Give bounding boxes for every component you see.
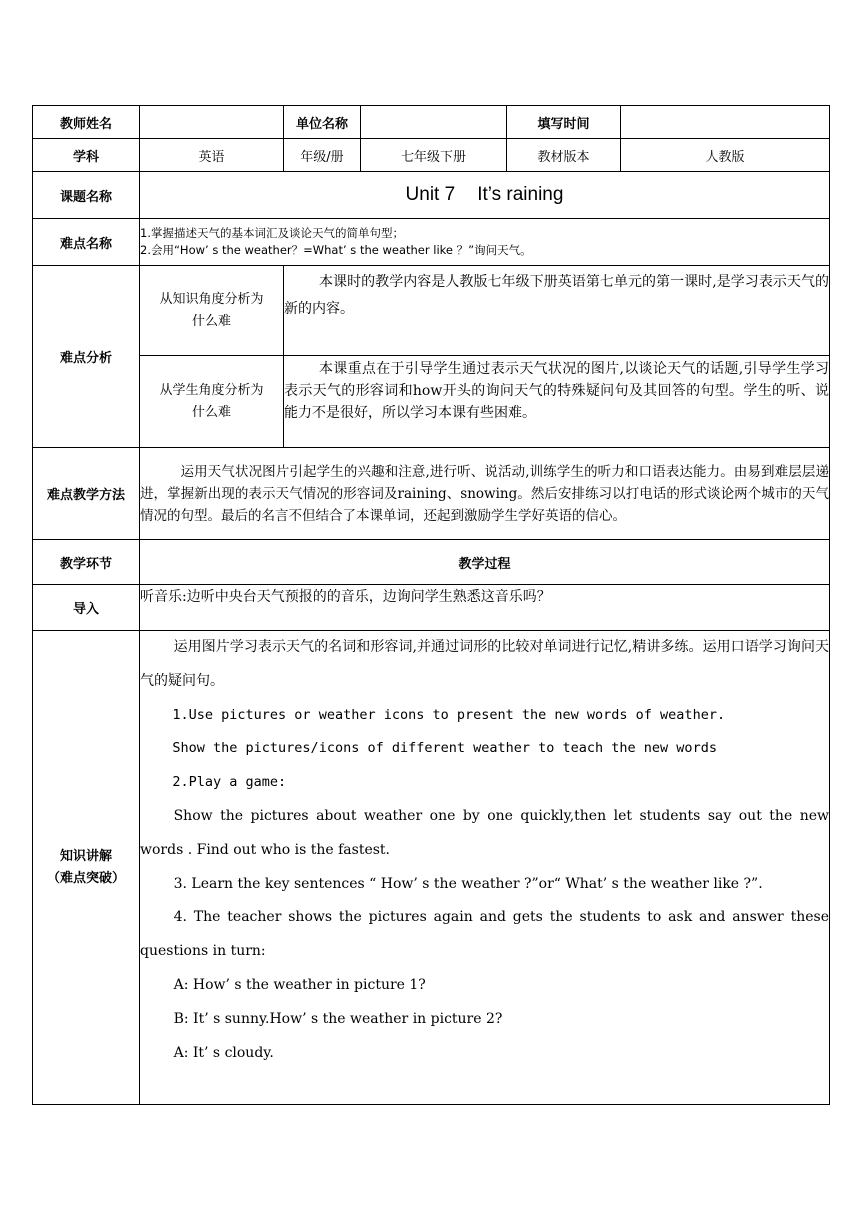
knowledge-angle-label-line-1: 从知识角度分析为 [159, 291, 264, 307]
student-angle-label [140, 356, 284, 448]
analysis-student-row [33, 356, 830, 448]
knowledge-angle-text: 本课时的教学内容是人教版七年级下册英语第七单元的第一课时,是学习表示天气的新的内容。 [284, 266, 830, 356]
knowledge-paragraph-7: 4. The teacher shows the pictures again and gets the students to ask and answer these questions in turn: [140, 909, 829, 960]
knowledge-paragraph-4: 2.Play a game: [172, 774, 287, 791]
knowledge-content [140, 631, 830, 1105]
lesson-plan-table [32, 105, 830, 1105]
student-angle-text: 本课重点在于引导学生通过表示天气状况的图片,以谈论天气的话题,引导学生学习表示天气的形容词和how开头的询问天气的特殊疑问句及其回答的句型。学生的听、说能力不是很好，所以学习本课有些困难。 [284, 356, 830, 448]
knowledge-angle-label [140, 266, 284, 356]
difficulty-line-2: 2.会用“How’ s the weather？=What’ s the weather like ？”询问天气。 [140, 243, 532, 257]
intro-label: 导入 [33, 585, 140, 631]
knowledge-row [33, 631, 830, 1105]
intro-text: 听音乐:边听中央台天气预报的的音乐，边询问学生熟悉这音乐吗？ [140, 585, 830, 631]
topic-title [140, 172, 830, 219]
knowledge-paragraph-9: B: It’ s sunny.How’ s the weather in picture 2? [173, 1010, 503, 1027]
knowledge-paragraph-6: 3. Learn the key sentences “ How’ s the weather ?”or“ What’ s the weather like ?”. [173, 875, 763, 892]
stage-label: 教学环节 [33, 540, 140, 585]
unit-name-label: 单位名称 [284, 106, 361, 139]
knowledge-paragraph-3: Show the pictures/icons of different weather to teach the new words [172, 740, 717, 757]
header-row [33, 106, 830, 139]
difficulty-line-1: 1.掌握描述天气的基本词汇及谈论天气的简单句型； [140, 226, 404, 240]
intro-row [33, 585, 830, 631]
method-text: 运用天气状况图片引起学生的兴趣和注意,进行听、说活动,训练学生的听力和口语表达能力。由易到难层层递进，掌握新出现的表示天气情况的形容词及raining、snowing。然后安排练习以打电话的形式谈论两个城市的天气情况的句型。最后的名言不但结合了本课单词，还起到激励学生学好英语的信心。 [140, 448, 830, 540]
knowledge-paragraph-10: A: It’ s cloudy. [173, 1044, 274, 1061]
process-label: 教学过程 [140, 540, 830, 585]
subject-row [33, 139, 830, 172]
analysis-label: 难点分析 [33, 266, 140, 448]
analysis-knowledge-row [33, 266, 830, 356]
student-angle-label-line-2: 什么难 [191, 404, 231, 420]
teacher-name-label: 教师姓名 [33, 106, 140, 139]
knowledge-paragraph-8: A: How’ s the weather in picture 1? [173, 976, 426, 993]
knowledge-paragraph-2: 1.Use pictures or weather icons to present the new words of weather. [172, 706, 726, 723]
difficulty-label: 难点名称 [33, 219, 140, 266]
unit-name-field[interactable] [361, 106, 507, 139]
topic-label: 课题名称 [33, 172, 140, 219]
fill-time-label: 填写时间 [507, 106, 621, 139]
edition-label: 教材版本 [507, 139, 621, 172]
fill-time-field[interactable] [621, 106, 830, 139]
topic-unit: Unit 7 [405, 184, 456, 205]
subject-value: 英语 [140, 139, 284, 172]
topic-row [33, 172, 830, 219]
knowledge-label-line-1: 知识讲解 [59, 848, 112, 864]
subject-label: 学科 [33, 139, 140, 172]
grade-label: 年级/册 [284, 139, 361, 172]
grade-value: 七年级下册 [361, 139, 507, 172]
topic-name: It’s raining [477, 184, 564, 205]
method-row [33, 448, 830, 540]
process-header-row [33, 540, 830, 585]
knowledge-label-line-2: （难点突破） [46, 870, 125, 886]
knowledge-paragraph-5: Show the pictures about weather one by one quickly,then let students say out the new words . Find out who is the fastest. [140, 807, 829, 858]
difficulty-row [33, 219, 830, 266]
method-label: 难点教学方法 [33, 448, 140, 540]
knowledge-angle-label-line-2: 什么难 [191, 313, 231, 329]
student-angle-label-line-1: 从学生角度分析为 [159, 382, 264, 398]
knowledge-paragraph-1: 运用图片学习表示天气的名词和形容词,并通过词形的比较对单词进行记忆,精讲多练。运用口语学习询问天气的疑问句。 [140, 639, 829, 689]
knowledge-label [33, 631, 140, 1105]
difficulty-content [140, 219, 830, 266]
edition-value: 人教版 [621, 139, 830, 172]
teacher-name-field[interactable] [140, 106, 284, 139]
